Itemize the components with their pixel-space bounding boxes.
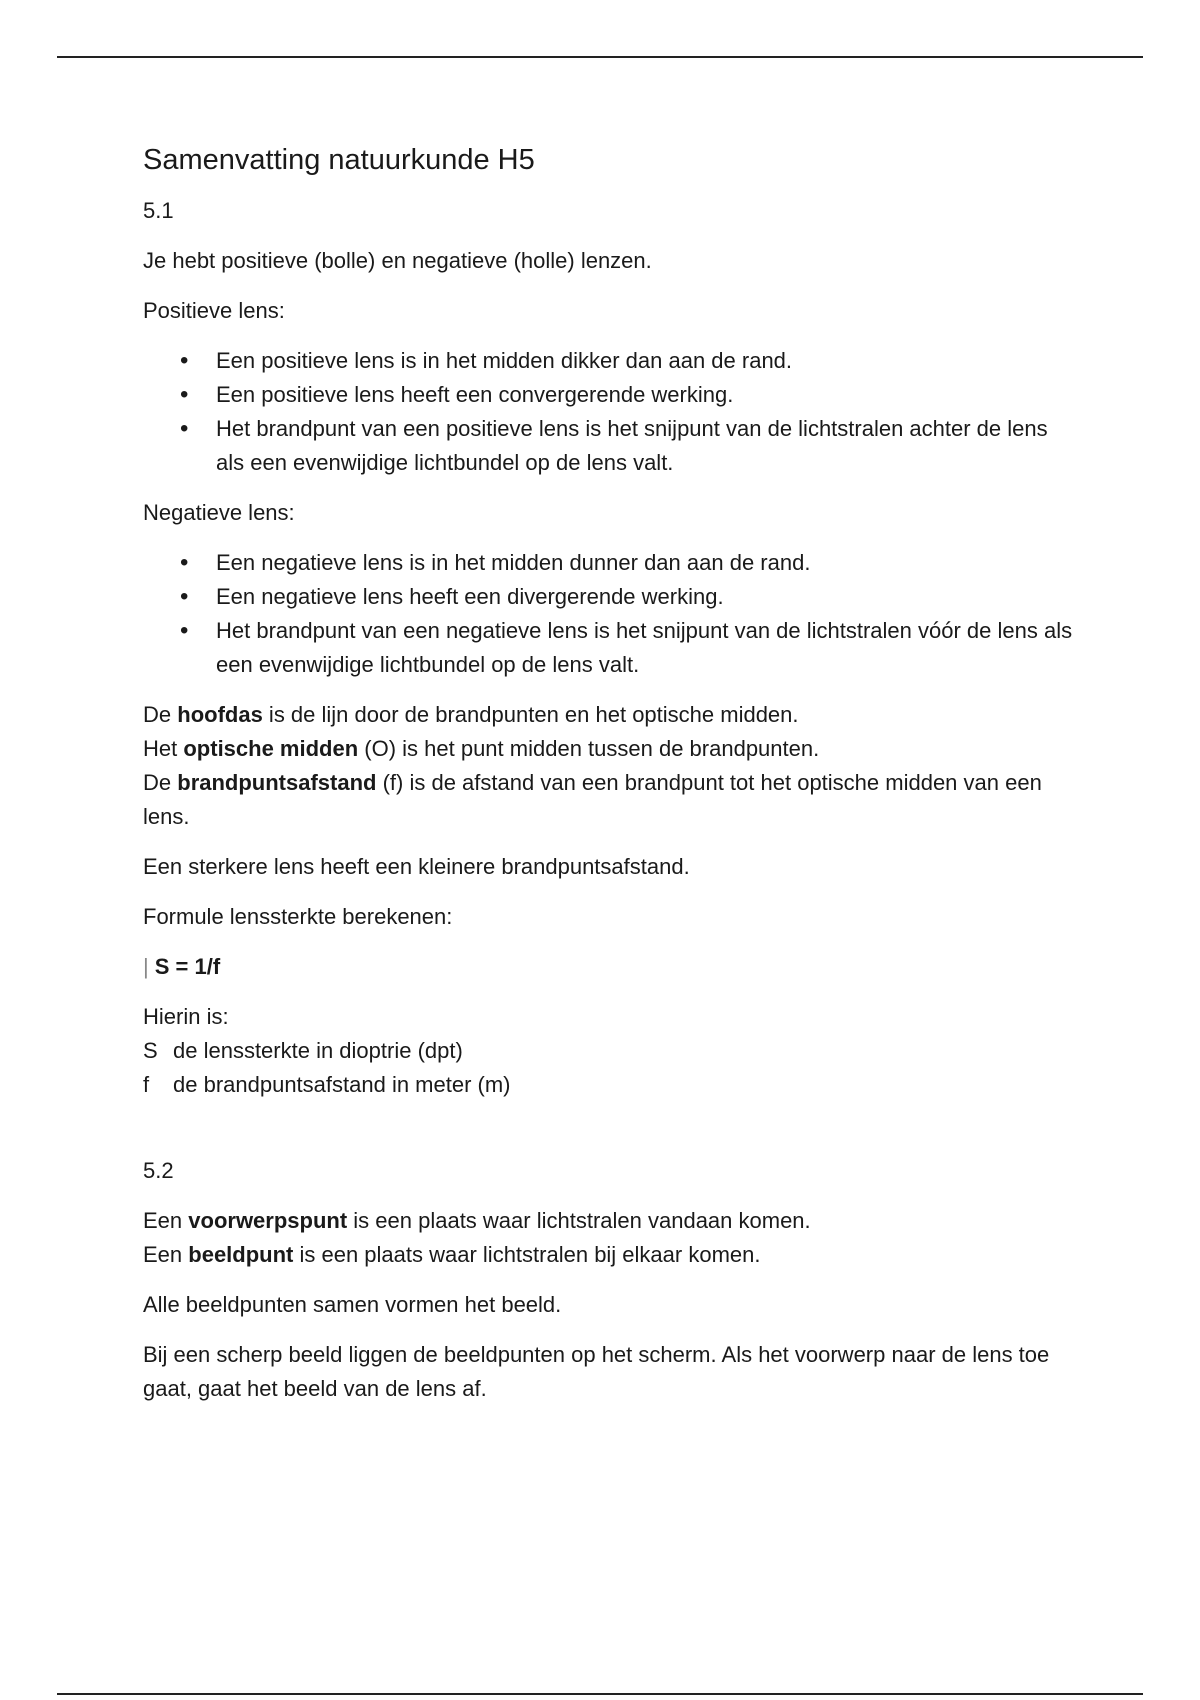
header-rule [57,56,1143,58]
term-brandpuntsafstand: brandpuntsafstand [177,770,377,795]
scherp-beeld-text: Bij een scherp beeld liggen de beeldpunten op het scherm. Als het voorwerp naar de lens toe gaat, gaat het beeld van de lens af. [143,1342,1050,1401]
brandpuntsafstand-definition: De brandpuntsafstand (f) is de afstand van een brandpunt tot het optische midden van een lens. [143,770,1042,829]
positive-lens-list [143,344,1073,480]
hoofdas-definition: De hoofdas is de lijn door de brandpunten en het optische midden. [143,702,799,727]
formula-label: Formule lenssterkte berekenen: [143,904,453,929]
list-item: • Een negatieve lens heeft een divergerende werking. [216,580,1073,614]
definition-symbol: f [143,1072,150,1097]
term-hoofdas: hoofdas [177,702,263,727]
definition-text: de lenssterkte in dioptrie (dpt) [173,1038,463,1063]
definition-symbol: S [143,1038,158,1063]
alle-beeldpunten-text: Alle beeldpunten samen vormen het beeld. [143,1292,562,1317]
footer-rule [57,1693,1143,1695]
term-voorwerpspunt: voorwerpspunt [188,1208,348,1233]
negative-lens-list [143,546,1073,682]
formula-bar: | [143,954,149,979]
hierin-label: Hierin is: [143,1004,229,1029]
list-item: • Een positieve lens heeft een convergerende werking. [216,378,1073,412]
document-title: Samenvatting natuurkunde H5 [143,144,535,176]
term-optische-midden: optische midden [183,736,359,761]
document-body [143,140,1073,1422]
formula [143,950,1073,984]
list-item: • Een positieve lens is in het midden dikker dan aan de rand. [216,344,1073,378]
negative-lens-label: Negatieve lens: [143,500,295,525]
optisch-midden-definition: Het optische midden (O) is het punt midden tussen de brandpunten. [143,736,820,761]
list-item: • Een negatieve lens is in het midden dunner dan aan de rand. [216,546,1073,580]
formula-text: S = 1/f [154,954,221,979]
definition-text: de brandpuntsafstand in meter (m) [173,1072,511,1097]
beeldpunt-definition: Een beeldpunt is een plaats waar lichtstralen bij elkaar komen. [143,1242,761,1267]
list-item: • Het brandpunt van een positieve lens is het snijpunt van de lichtstralen achter de lens als een evenwijdige lichtbundel op de lens valt. [216,412,1073,480]
section-heading-5-1: 5.1 [143,198,174,223]
list-item: • Het brandpunt van een negatieve lens is het snijpunt van de lichtstralen vóór de lens als een evenwijdige lichtbundel op de lens valt. [216,614,1073,682]
term-beeldpunt: beeldpunt [188,1242,294,1267]
voorwerpspunt-definition: Een voorwerpspunt is een plaats waar lichtstralen vandaan komen. [143,1208,811,1233]
definition-row [143,1068,1073,1102]
sterkere-lens-text: Een sterkere lens heeft een kleinere brandpuntsafstand. [143,854,690,879]
intro-paragraph: Je hebt positieve (bolle) en negatieve (holle) lenzen. [143,248,652,273]
positive-lens-label: Positieve lens: [143,298,285,323]
section-heading-5-2: 5.2 [143,1158,174,1183]
definition-row [143,1034,1073,1068]
